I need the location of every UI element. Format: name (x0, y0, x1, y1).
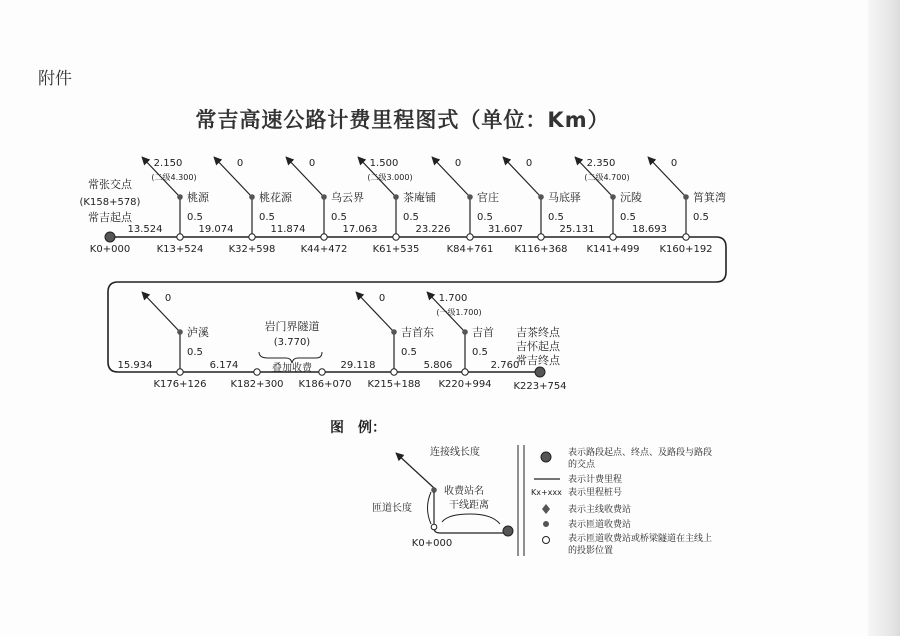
row1-station-4-toll-dot (393, 194, 399, 200)
row1-station-4-connector-note: (二级3.000) (367, 173, 413, 182)
row1-segment-2: 19.074 (198, 224, 234, 235)
row1-station-4-stake: K61+535 (372, 244, 420, 255)
row2-station-2-connector-length: 0 (378, 293, 386, 304)
row2-station-1-toll-dot (177, 329, 183, 335)
row1-station-4-ramp-length: 0.5 (403, 212, 419, 223)
row1-station-2-toll-dot (249, 194, 255, 200)
row1-station-7-projection-node (610, 234, 616, 240)
row2-station-2-stake: K215+188 (367, 379, 421, 390)
row1-segment-5: 23.226 (415, 224, 451, 235)
legend-symbol-small-dot (543, 521, 549, 527)
row2-station-2-ramp-length: 0.5 (401, 347, 417, 358)
row1-station-7-stake: K141+499 (586, 244, 640, 255)
row2-station-2-projection-node (391, 369, 397, 375)
tunnel-end-node (319, 369, 325, 375)
legend-ramp-label: 匝道长度 (372, 503, 412, 514)
row1-segment-7: 25.131 (559, 224, 595, 235)
row1-station-1-stake: K13+524 (156, 244, 204, 255)
row1-station-1-station-name: 桃源 (187, 191, 209, 204)
legend-item-1-line1: 表示路段起点、终点、及路段与路段 (568, 448, 713, 458)
row2-station-1-projection-node (177, 369, 183, 375)
row1-station-7-connector-length: 2.350 (586, 158, 616, 169)
start-label-3: 常吉起点 (88, 211, 132, 224)
legend-connector-label: 连接线长度 (430, 447, 480, 458)
legend-item-1-line2: 的交点 (568, 460, 596, 470)
row1-station-5-stake: K84+761 (446, 244, 494, 255)
row2-entry-segment: 15.934 (117, 360, 153, 371)
legend-item-5: 表示匝道收费站 (568, 520, 632, 530)
row2-station-2-connector-arrow (356, 292, 394, 332)
row2-station-1-stake: K176+126 (153, 379, 207, 390)
row2-segment-1: 6.174 (209, 360, 239, 371)
row1-station-6-ramp-length: 0.5 (548, 212, 564, 223)
row2-station-3-station-name: 吉首 (472, 326, 494, 339)
row1-segment-3: 11.874 (270, 224, 306, 235)
legend-symbol-stake: Kx+xxx (531, 488, 562, 497)
row1-station-8-stake: K160+192 (659, 244, 713, 255)
row1-station-5-connector-length: 0 (454, 158, 462, 169)
legend-key (531, 446, 712, 556)
row1-station-1-ramp-length: 0.5 (187, 212, 203, 223)
legend-station-label: 收费站名 (444, 486, 484, 497)
row1-station-7-connector-note: (二级4.700) (584, 173, 630, 182)
row1-station-2-connector-length: 0 (236, 158, 244, 169)
legend-item-4: 表示主线收费站 (568, 505, 632, 515)
row1-station-8-station-name: 筲箕湾 (693, 191, 726, 204)
row1-station-8-connector-arrow (648, 157, 686, 197)
row1-station-3-projection-node (321, 234, 327, 240)
start-label-1: 常张交点 (88, 178, 132, 191)
row2-segment-2: 29.118 (340, 360, 376, 371)
row1-station-5-station-name: 官庄 (477, 191, 499, 204)
row1-station-6-projection-node (538, 234, 544, 240)
end-label-1: 吉茶终点 (516, 326, 560, 339)
row2-station-3-connector-note: (一级1.700) (436, 308, 482, 317)
legend-sample-endpoint (503, 526, 513, 536)
row1-station-6-connector-length: 0 (525, 158, 533, 169)
legend-symbol-circle (543, 537, 550, 544)
start-label-2: (K158+578) (79, 197, 141, 208)
legend-sample-connector-arrow (396, 453, 434, 488)
legend-symbol-diamond (542, 504, 550, 514)
row1-station-4-station-name: 茶庵铺 (403, 191, 436, 204)
row1-station-5-connector-arrow (432, 157, 470, 197)
start-node (105, 232, 115, 242)
row1-segment-1: 13.524 (127, 224, 163, 235)
row1-station-8-toll-dot (683, 194, 689, 200)
row1-station-5-projection-node (467, 234, 473, 240)
row1-station-2-ramp-length: 0.5 (259, 212, 275, 223)
row2-station-2-toll-dot (391, 329, 397, 335)
row1-station-2-projection-node (249, 234, 255, 240)
row1-station-6-connector-arrow (503, 157, 541, 197)
row1-stations (128, 157, 727, 255)
row1-station-1-connector-length: 2.150 (153, 158, 183, 169)
row1-station-3-ramp-length: 0.5 (331, 212, 347, 223)
row1-station-2-station-name: 桃花源 (259, 191, 292, 204)
row2-station-3-projection-node (462, 369, 468, 375)
row2-station-3-connector-length: 1.700 (438, 293, 468, 304)
row1-station-5-ramp-length: 0.5 (477, 212, 493, 223)
legend-symbol-big-dot (541, 452, 551, 462)
row1-station-6-stake: K116+368 (514, 244, 568, 255)
row2-stations (142, 292, 494, 390)
row2-station-1-connector-arrow (142, 292, 180, 332)
legend-mainline-label: 干线距离 (449, 500, 489, 511)
row2-station-3-ramp-length: 0.5 (472, 347, 488, 358)
row1-station-6-toll-dot (538, 194, 544, 200)
row1-station-3-stake: K44+472 (300, 244, 348, 255)
row1-station-1-toll-dot (177, 194, 183, 200)
legend-ramp-brace (428, 492, 432, 524)
row1-station-1-projection-node (177, 234, 183, 240)
tunnel-stake-start: K182+300 (230, 379, 284, 390)
row1-station-1-connector-note: (二级4.300) (151, 173, 197, 182)
tunnel-brace (259, 352, 322, 363)
tunnel-length: (3.770) (273, 337, 311, 348)
tunnel-toll-label: 叠加收费 (272, 363, 312, 374)
row1-station-6-station-name: 马底驿 (548, 191, 581, 204)
legend-title: 图 例： (330, 420, 386, 436)
page-title: 常吉高速公路计费里程图式（单位：Km） (195, 108, 610, 132)
row2-station-1-ramp-length: 0.5 (187, 347, 203, 358)
legend-stake-label: K0+000 (411, 538, 453, 549)
row1-station-7-toll-dot (610, 194, 616, 200)
end-node (535, 367, 545, 377)
tunnel-name: 岩门界隧道 (264, 320, 320, 333)
tunnel-stake-end: K186+070 (298, 379, 352, 390)
legend-sample-station-dot (431, 487, 437, 493)
row1-segment-8: 18.693 (632, 224, 667, 235)
legend-item-3: 表示里程桩号 (568, 488, 623, 498)
row1-station-2-connector-arrow (214, 157, 252, 197)
row2-station-3-stake: K220+994 (438, 379, 492, 390)
start-stake: K0+000 (89, 244, 131, 255)
row1-station-2-stake: K32+598 (228, 244, 276, 255)
legend-sample (372, 445, 513, 549)
legend-mainline-brace (442, 514, 500, 524)
row1-station-3-connector-length: 0 (308, 158, 316, 169)
row1-station-4-projection-node (393, 234, 399, 240)
row2-segment-4: 2.760 (490, 360, 520, 371)
row1-station-8-connector-length: 0 (670, 158, 678, 169)
end-label-3: 常吉终点 (516, 354, 560, 367)
legend-item-6-line2: 的投影位置 (568, 546, 614, 556)
end-stake: K223+754 (513, 381, 567, 392)
row2-segment-3: 5.806 (423, 360, 453, 371)
end-label-2: 吉怀起点 (516, 340, 560, 353)
row1-station-5-toll-dot (467, 194, 473, 200)
row2-station-1-station-name: 泸溪 (187, 326, 209, 339)
legend-sample-projection (431, 524, 437, 530)
legend-item-2: 表示计费里程 (568, 475, 623, 485)
legend-sample-line (434, 492, 508, 533)
attachment-label: 附件 (38, 69, 72, 89)
row1-station-7-ramp-length: 0.5 (620, 212, 636, 223)
row1-station-3-toll-dot (321, 194, 327, 200)
row2-station-2-station-name: 吉首东 (401, 326, 434, 339)
legend-item-6-line1: 表示匝道收费站或桥梁隧道在主线上 (568, 534, 713, 544)
tunnel-start-node (254, 369, 260, 375)
row1-station-8-ramp-length: 0.5 (693, 212, 709, 223)
row1-station-8-projection-node (683, 234, 689, 240)
row2-station-1-connector-length: 0 (164, 293, 172, 304)
row1-station-3-station-name: 乌云界 (331, 191, 364, 204)
row1-station-4-connector-length: 1.500 (369, 158, 399, 169)
row1-station-7-station-name: 沅陵 (620, 191, 642, 204)
row2-station-3-toll-dot (462, 329, 468, 335)
row1-segment-4: 17.063 (342, 224, 378, 235)
row1-segment-6: 31.607 (488, 224, 523, 235)
